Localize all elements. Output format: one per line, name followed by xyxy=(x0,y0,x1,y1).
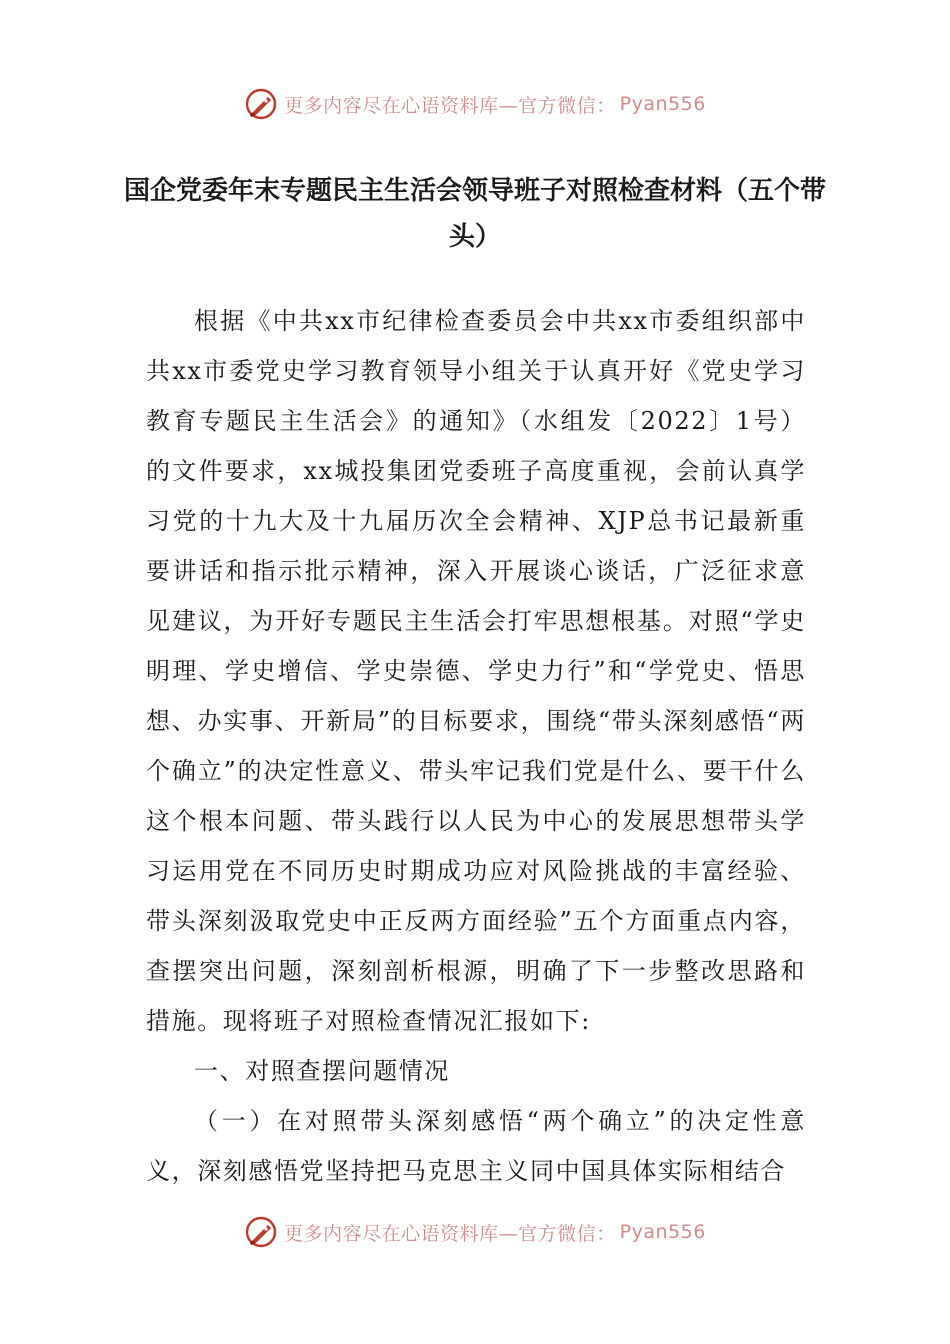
watermark-text: 更多内容尽在心语资料库—官方微信： xyxy=(284,1222,616,1245)
section-heading: 一、对照查摆问题情况 xyxy=(194,1057,450,1085)
watermark-handle: Pyan556 xyxy=(619,93,706,115)
document-body xyxy=(146,296,806,1196)
document-title: 国企党委年末专题民主生活会领导班子对照检查材料（五个带头） xyxy=(123,176,826,252)
pen-logo-icon xyxy=(244,1215,278,1249)
watermark-handle: Pyan556 xyxy=(619,1221,706,1243)
watermark-header xyxy=(0,84,950,124)
pen-logo-icon xyxy=(244,87,278,121)
intro-paragraph: 根据《中共xx市纪律检查委员会中共xx市委组织部中共xx市委党史学习教育领导小组关于认真开好《党史学习教育专题民主生活会》的通知》（水组发〔2022〕1号）的文件要求，xx城投集团党委班子高度重视，会前认真学习党的十九大及十九届历次全会精神、XJP总书记最新重要讲话和指示批示精神，深入开展谈心谈话，广泛征求意见建议，为开好专题民主生活会打牢思想根基。对照“学史明理、学史增信、学史崇德、学史力行”和“学党史、悟思想、办实事、开新局”的目标要求，围绕“带头深刻感悟“两个确立”的决定性意义、带头牢记我们党是什么、要干什么这个根本问题、带头践行以人民为中心的发展思想带头学习运用党在不同历史时期成功应对风险挑战的丰富经验、带头深刻汲取党史中正反两方面经验”五个方面重点内容，查摆突出问题，深刻剖析根源，明确了下一步整改思路和措施。现将班子对照检查情况汇报如下: xyxy=(146,307,806,1035)
watermark-footer xyxy=(0,1212,950,1252)
subsection-paragraph: （一）在对照带头深刻感悟“两个确立”的决定性意义，深刻感悟党坚持把马克思主义同中国具体实际相结合 xyxy=(146,1107,806,1185)
watermark-text: 更多内容尽在心语资料库—官方微信： xyxy=(284,94,616,117)
